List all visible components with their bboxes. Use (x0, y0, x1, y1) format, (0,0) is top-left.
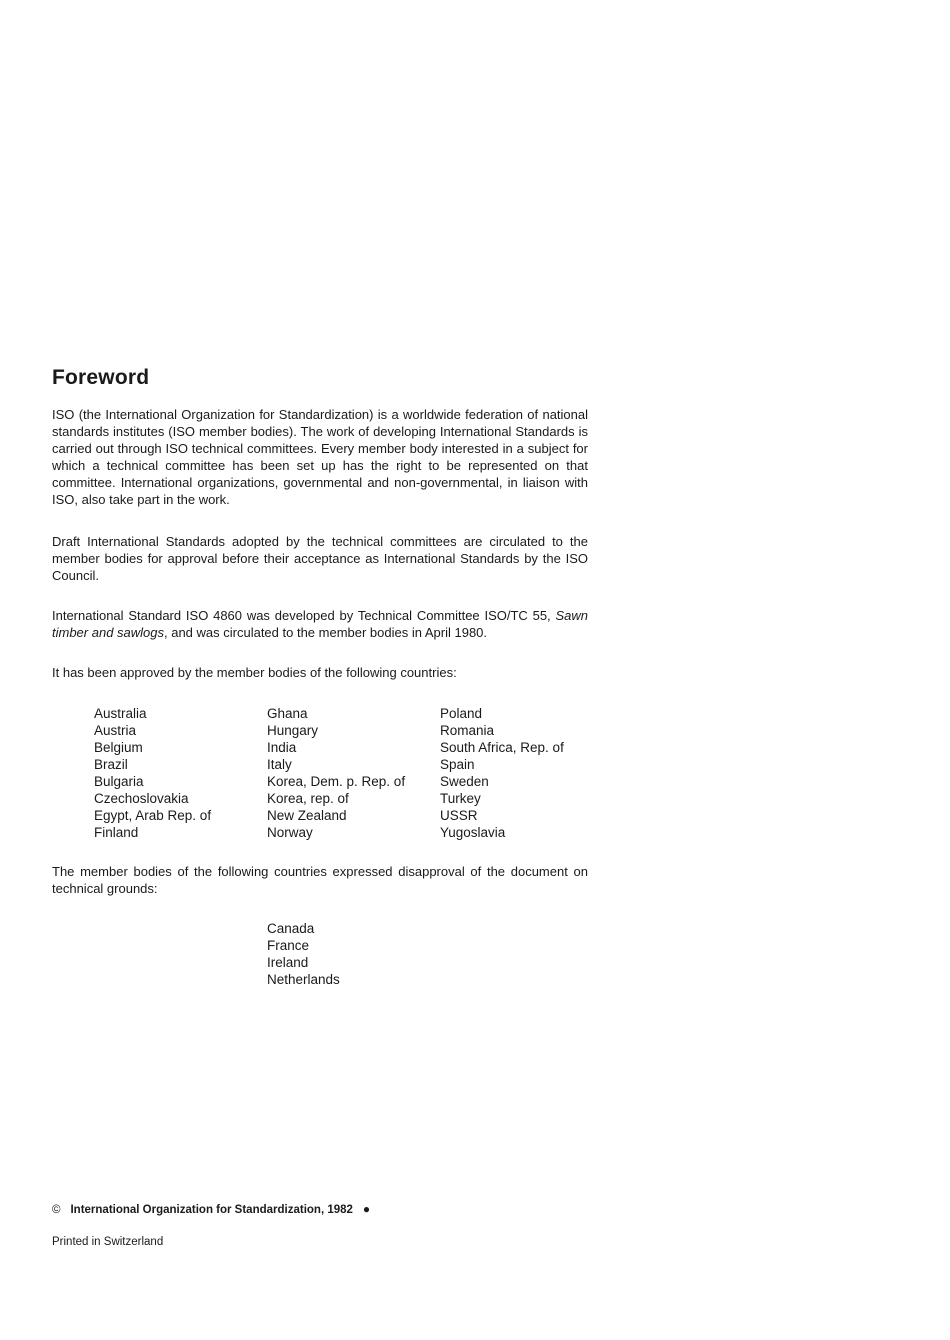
country-item: Turkey (440, 791, 481, 806)
country-item: Norway (267, 825, 313, 840)
country-item: Belgium (94, 740, 143, 755)
development-text-after: , and was circulated to the member bodies in April 1980. (164, 625, 488, 640)
country-item: Italy (267, 757, 292, 772)
approving-countries-column-3 (440, 705, 564, 841)
country-item: Yugoslavia (440, 825, 506, 840)
country-item: New Zealand (267, 808, 347, 823)
disapproval-paragraph: The member bodies of the following countries expressed disapproval of the document on technical grounds: (52, 864, 588, 896)
country-item: USSR (440, 808, 478, 823)
country-item: Poland (440, 706, 483, 721)
country-item: Ghana (267, 706, 308, 721)
country-item: Romania (440, 723, 495, 738)
development-text-before: International Standard ISO 4860 was developed by Technical Committee ISO/TC 55, (52, 608, 556, 623)
country-item: Finland (94, 825, 139, 840)
approval-paragraph: It has been approved by the member bodies of the following countries: (52, 665, 457, 680)
country-item: Austria (94, 723, 137, 738)
country-item: Sweden (440, 774, 489, 789)
country-item: Egypt, Arab Rep. of (94, 808, 212, 823)
country-item: Netherlands (267, 972, 340, 987)
country-item: South Africa, Rep. of (440, 740, 564, 755)
country-item: Brazil (94, 757, 128, 772)
disapproving-countries-list (267, 920, 340, 988)
country-item: Korea, Dem. p. Rep. of (267, 774, 406, 789)
country-item: France (267, 938, 310, 953)
approving-countries-column-1 (94, 705, 211, 841)
country-item: Spain (440, 757, 475, 772)
committee-title: Sawn timber and sawlogs (52, 608, 588, 640)
copyright-text: International Organization for Standardization, 1982 (70, 1204, 353, 1216)
intro-paragraph: ISO (the International Organization for Standardization) is a worldwide federation of national standards institutes (ISO member bodies). The work of developing International Standards is carried out through ISO technical committees. Every member body interested in a subject for which a technical committee has been set up has the right to be represented on that committee. International organizations, governmental and non-governmental, in liaison with ISO, also take part in the work. (52, 407, 588, 507)
foreword-heading: Foreword (52, 366, 150, 389)
copyright-line (52, 1201, 370, 1218)
country-item: Canada (267, 921, 315, 936)
country-item: India (267, 740, 297, 755)
copyright-symbol: © (52, 1204, 61, 1216)
bullet-icon: ● (362, 1202, 371, 1216)
draft-standards-paragraph: Draft International Standards adopted by the technical committees are circulated to the member bodies for approval before their acceptance as International Standards by the ISO Council. (52, 534, 588, 583)
approving-countries-column-2 (267, 705, 405, 841)
country-item: Korea, rep. of (267, 791, 349, 806)
country-item: Ireland (267, 955, 309, 970)
development-paragraph (52, 607, 588, 641)
country-item: Hungary (267, 723, 319, 738)
country-item: Bulgaria (94, 774, 144, 789)
printed-in-note: Printed in Switzerland (52, 1236, 164, 1248)
country-item: Czechoslovakia (94, 791, 189, 806)
country-item: Australia (94, 706, 147, 721)
